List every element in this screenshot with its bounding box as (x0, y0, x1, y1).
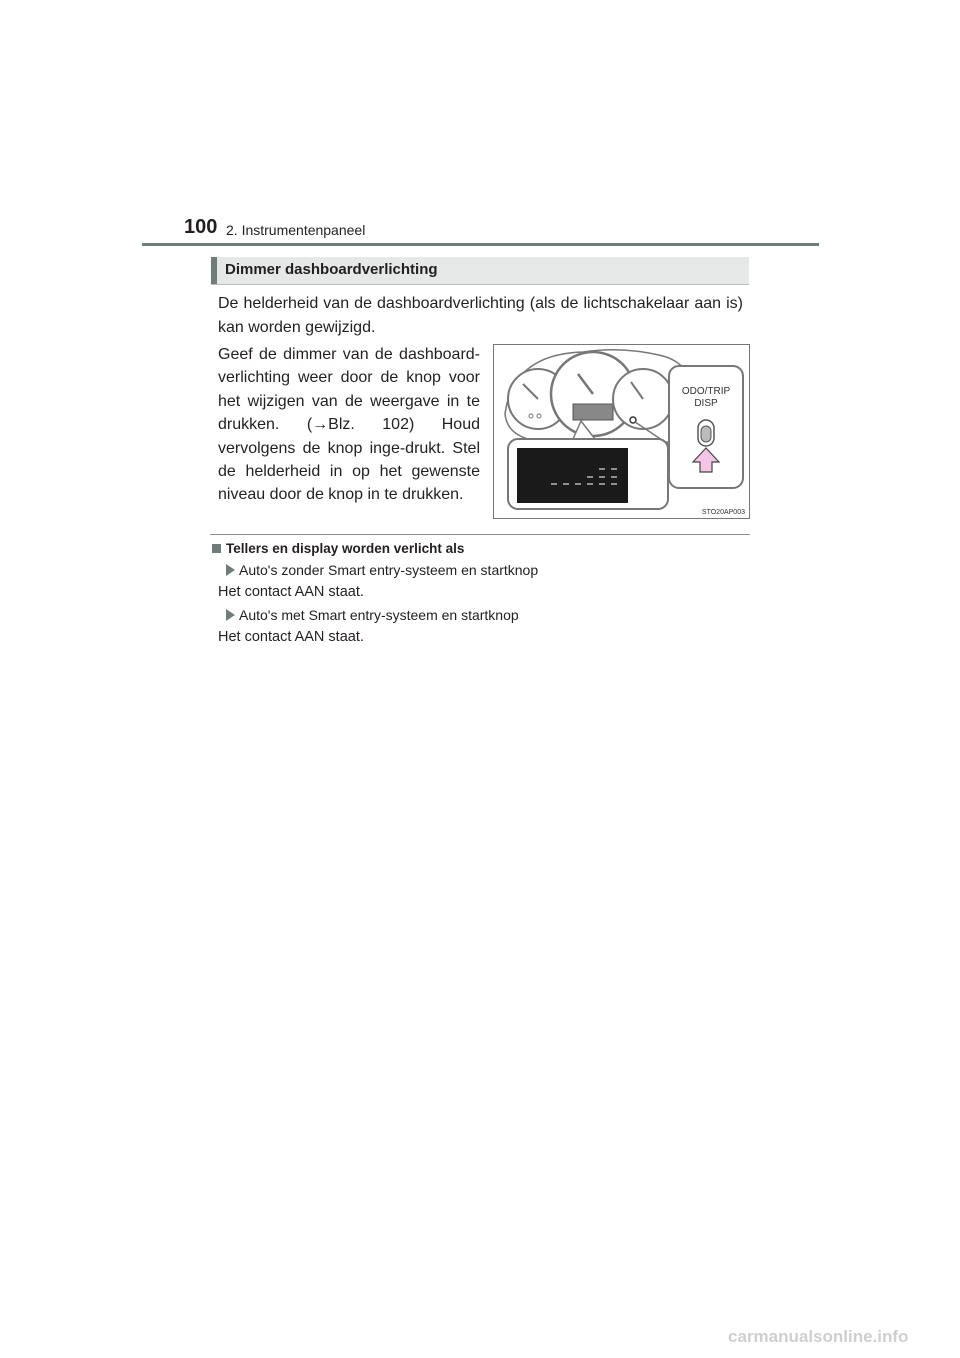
section-heading (211, 257, 749, 285)
button-label-disp: DISP (694, 398, 718, 409)
button-label-odo: ODO/TRIP (681, 386, 731, 397)
section-marker (211, 257, 217, 284)
instrument-panel-illustration (493, 344, 750, 519)
case-item (226, 607, 519, 623)
figure-code: STO20AP003 (701, 509, 745, 516)
watermark: carmanualsonline.info (728, 1327, 909, 1346)
chapter-title: 2. Instrumentenpaneel (226, 222, 366, 238)
note-title: Tellers en display worden verlicht als (226, 541, 465, 556)
triangle-bullet-icon (226, 609, 235, 621)
square-bullet-icon (212, 544, 221, 553)
note-divider (210, 534, 750, 535)
status-text: Het contact AAN staat. (218, 584, 364, 600)
triangle-bullet-icon (226, 564, 235, 576)
instruction-paragraph: Geef de dimmer van de dashboard-verlichting weer door de knop voor het wijzigen van de weergave in te drukken. (→Blz. 102) Houd vervolgens de knop inge-drukt. Stel de helderheid in op het gewenste niveau door de knop in te drukken. (218, 346, 480, 504)
case-item (226, 562, 538, 578)
note-heading (212, 541, 464, 556)
status-text: Het contact AAN staat. (218, 629, 364, 645)
section-title: Dimmer dashboardverlichting (225, 261, 438, 278)
header-rule (142, 243, 819, 246)
page-number: 100 (184, 216, 218, 238)
illustration-svg (493, 344, 750, 519)
case-label: Auto's zonder Smart entry-systeem en startknop (239, 562, 539, 578)
intro-paragraph: De helderheid van de dashboardverlichting (als de lichtschakelaar aan is) kan worden gewijzigd. (218, 295, 743, 336)
case-label: Auto's met Smart entry-systeem en startknop (239, 607, 519, 623)
